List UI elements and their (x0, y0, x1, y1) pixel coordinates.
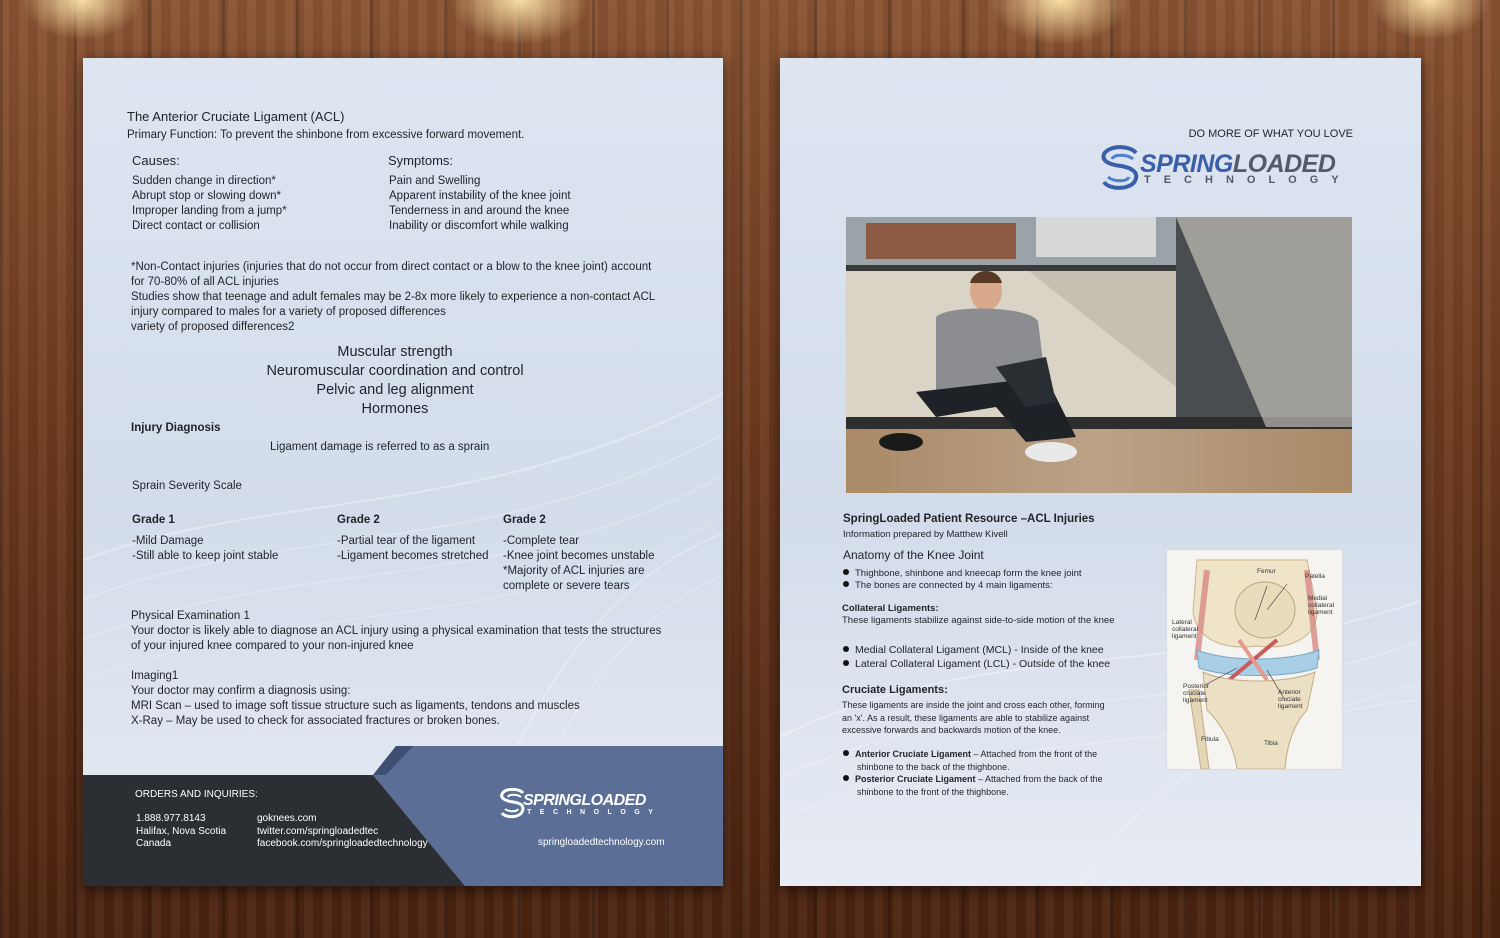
primary-function: Primary Function: To prevent the shinbone from excessive forward movement. (127, 129, 525, 141)
note-line: Studies show that teenage and adult females may be 2-8x more likely to experience a non-contact ACL (131, 291, 656, 303)
flyer-page-right (780, 58, 1421, 886)
list-item: Pain and Swelling (389, 175, 481, 187)
grade-column (337, 513, 489, 564)
grade-line: -Complete tear (503, 535, 580, 547)
bullet-icon (843, 569, 849, 575)
list-item: Improper landing from a jump* (132, 205, 287, 217)
logo-spring: SPRING (1140, 150, 1233, 178)
paragraph-line: of your injured knee compared to your non-injured knee (131, 640, 414, 652)
list-item: Apparent instability of the knee joint (389, 190, 571, 202)
label-line: Lateral (1172, 619, 1192, 626)
severity-heading: Sprain Severity Scale (132, 480, 242, 492)
label-line: ligament (1278, 703, 1303, 710)
knee-illustration (1167, 550, 1342, 769)
label-tibia: Tibia (1264, 740, 1278, 747)
label-line: ligament (1308, 609, 1333, 616)
label-anterior-cruciate (1278, 689, 1303, 710)
tagline: DO MORE OF WHAT YOU LOVE (1188, 128, 1353, 140)
grade-line: -Still able to keep joint stable (132, 550, 279, 562)
section-heading: Imaging1 (131, 670, 179, 682)
paragraph-line: Your doctor may confirm a diagnosis using: (131, 685, 351, 697)
bullet-text: Lateral Collateral Ligament (LCL) - Outside of the knee (855, 658, 1111, 670)
logo-subtitle: TECHNOLOGY (1144, 174, 1352, 186)
grade-line: complete or severe tears (503, 580, 630, 592)
causes-list (132, 174, 287, 234)
bullet-icon (843, 660, 849, 666)
label-line: ligament (1172, 633, 1197, 640)
causes-heading: Causes: (132, 153, 180, 168)
list-item (843, 644, 1104, 657)
grade-title: Grade 2 (503, 514, 546, 526)
page-title: The Anterior Cruciate Ligament (ACL) (127, 109, 345, 124)
pcl-term: Posterior Cruciate Ligament (855, 774, 976, 784)
paragraph-line: excessive forwards and backwards motion of the knee. (842, 725, 1061, 735)
label-line: collateral (1308, 602, 1335, 609)
footer-logo-subtitle: TECHNOLOGY (527, 809, 662, 816)
pcl-bullet (843, 773, 1103, 798)
pcl-definition: – Attached from the back of the (975, 774, 1103, 784)
notes-paragraph (131, 260, 655, 335)
label-line: cruciate (1183, 690, 1206, 697)
footer-website[interactable]: springloadedtechnology.com (538, 837, 665, 848)
phone-number: 1.888.977.8143 (136, 813, 206, 824)
list-item: Tenderness in and around the knee (389, 205, 570, 217)
address-line: Canada (136, 838, 172, 849)
symptoms-heading: Symptoms: (388, 153, 454, 168)
hero-photo (846, 217, 1352, 493)
differences-list (195, 343, 595, 419)
bullet-text: The bones are connected by 4 main ligaments: (855, 580, 1053, 591)
footer-contact (136, 813, 226, 851)
springloaded-logo-icon (1100, 144, 1142, 192)
note-line: injury compared to males for a variety of proposed differences (131, 306, 446, 318)
grade-line: -Knee joint becomes unstable (503, 550, 655, 562)
list-item: Abrupt stop or slowing down* (132, 190, 281, 202)
grade-line: -Partial tear of the ligament (337, 535, 476, 547)
paragraph-line: MRI Scan – used to image soft tissue structure such as ligaments, tendons and muscles (131, 700, 580, 712)
label-patella: Patella (1305, 573, 1325, 580)
grade-line: -Mild Damage (132, 535, 204, 547)
note-line: *Non-Contact injuries (injuries that do not occur from direct contact or a blow to the knee joint) account (131, 261, 652, 273)
list-item: Hormones (361, 401, 429, 417)
resource-title: SpringLoaded Patient Resource –ACL Injuries (843, 513, 1095, 525)
grade-title: Grade 1 (132, 514, 175, 526)
knee-anatomy-diagram (1166, 549, 1343, 770)
list-item: Neuromuscular coordination and control (266, 363, 524, 379)
list-item: Pelvic and leg alignment (316, 382, 474, 398)
facebook-link[interactable]: facebook.com/springloadedtechnology (257, 838, 428, 849)
flyer-page-left (83, 58, 723, 886)
hero-photo-image (846, 217, 1352, 493)
bullet-icon (843, 581, 849, 587)
label-line: Posterior (1183, 683, 1210, 690)
imaging-section (131, 669, 580, 729)
list-item (843, 658, 1110, 671)
footer-logo-wordmark: SPRINGLOADED (523, 792, 646, 809)
grade-line: *Majority of ACL injuries are (503, 565, 645, 577)
list-item: Inability or discomfort while walking (389, 220, 569, 232)
section-heading: Physical Examination 1 (131, 610, 250, 622)
label-lateral-collateral (1172, 619, 1198, 640)
symptoms-list (389, 174, 571, 234)
label-posterior-cruciate (1183, 683, 1209, 704)
list-item: Direct contact or collision (132, 220, 260, 232)
label-line: cruciate (1278, 696, 1301, 703)
list-item (843, 568, 1082, 581)
paragraph-line: X-Ray – May be used to check for associated fractures or broken bones. (131, 715, 500, 727)
label-line: ligament (1183, 697, 1208, 704)
grade-column (132, 513, 278, 564)
bullet-text: Medial Collateral Ligament (MCL) - Inside of the knee (855, 644, 1104, 656)
note-line: for 70-80% of all ACL injuries (131, 276, 279, 288)
grade-line: -Ligament becomes stretched (337, 550, 489, 562)
label-line: Anterior (1278, 689, 1301, 696)
physical-exam-section (131, 609, 661, 654)
cruciate-description (842, 699, 1105, 737)
grade-title: Grade 2 (337, 514, 380, 526)
label-line: Medial (1308, 595, 1328, 602)
list-item: Sudden change in direction* (132, 175, 276, 187)
website-link[interactable]: goknees.com (257, 813, 317, 824)
label-fibula: Fibula (1201, 736, 1219, 743)
pcl-definition-cont: shinbone to the front of the thighbone. (857, 786, 1009, 797)
logo-loaded: LOADED (1232, 150, 1336, 178)
paragraph-line: These ligaments are inside the joint and cross each other, forming (842, 700, 1105, 710)
bullet-icon (843, 775, 849, 781)
acl-bullet (843, 748, 1097, 773)
list-item: Muscular strength (337, 344, 453, 360)
grade-column (503, 513, 655, 594)
paragraph-line: an 'x'. As a result, these ligaments are able to stabilize against (842, 712, 1090, 723)
collateral-heading: Collateral Ligaments: (842, 603, 939, 614)
injury-diagnosis-heading: Injury Diagnosis (131, 422, 221, 434)
bullet-icon (843, 646, 849, 652)
prepared-by: Information prepared by Matthew Kivell (843, 529, 1008, 540)
paragraph-line: Your doctor is likely able to diagnose an ACL injury using a physical examination that tests the structures (131, 625, 662, 637)
label-line: collateral (1172, 626, 1199, 633)
twitter-link[interactable]: twitter.com/springloadedtec (257, 825, 379, 837)
address-line: Halifax, Nova Scotia (136, 825, 227, 837)
anatomy-heading: Anatomy of the Knee Joint (843, 548, 984, 562)
note-line: variety of proposed differences2 (131, 321, 295, 333)
list-item (843, 580, 1053, 593)
acl-term: Anterior Cruciate Ligament (855, 749, 972, 759)
bullet-text: Thighbone, shinbone and kneecap form the knee joint (855, 568, 1082, 579)
footer-links (257, 813, 428, 851)
sprain-note: Ligament damage is referred to as a sprain (270, 441, 490, 453)
acl-definition: – Attached from the front of the (971, 749, 1098, 759)
collateral-description: These ligaments stabilize against side-to-side motion of the knee (842, 615, 1115, 626)
bullet-icon (843, 750, 849, 756)
acl-definition-cont: shinbone to the back of the thighbone. (857, 761, 1010, 772)
cruciate-heading: Cruciate Ligaments: (842, 684, 948, 696)
footer-heading: ORDERS AND INQUIRIES: (135, 789, 258, 800)
label-medial-collateral (1308, 595, 1334, 616)
label-femur: Femur (1257, 568, 1276, 575)
